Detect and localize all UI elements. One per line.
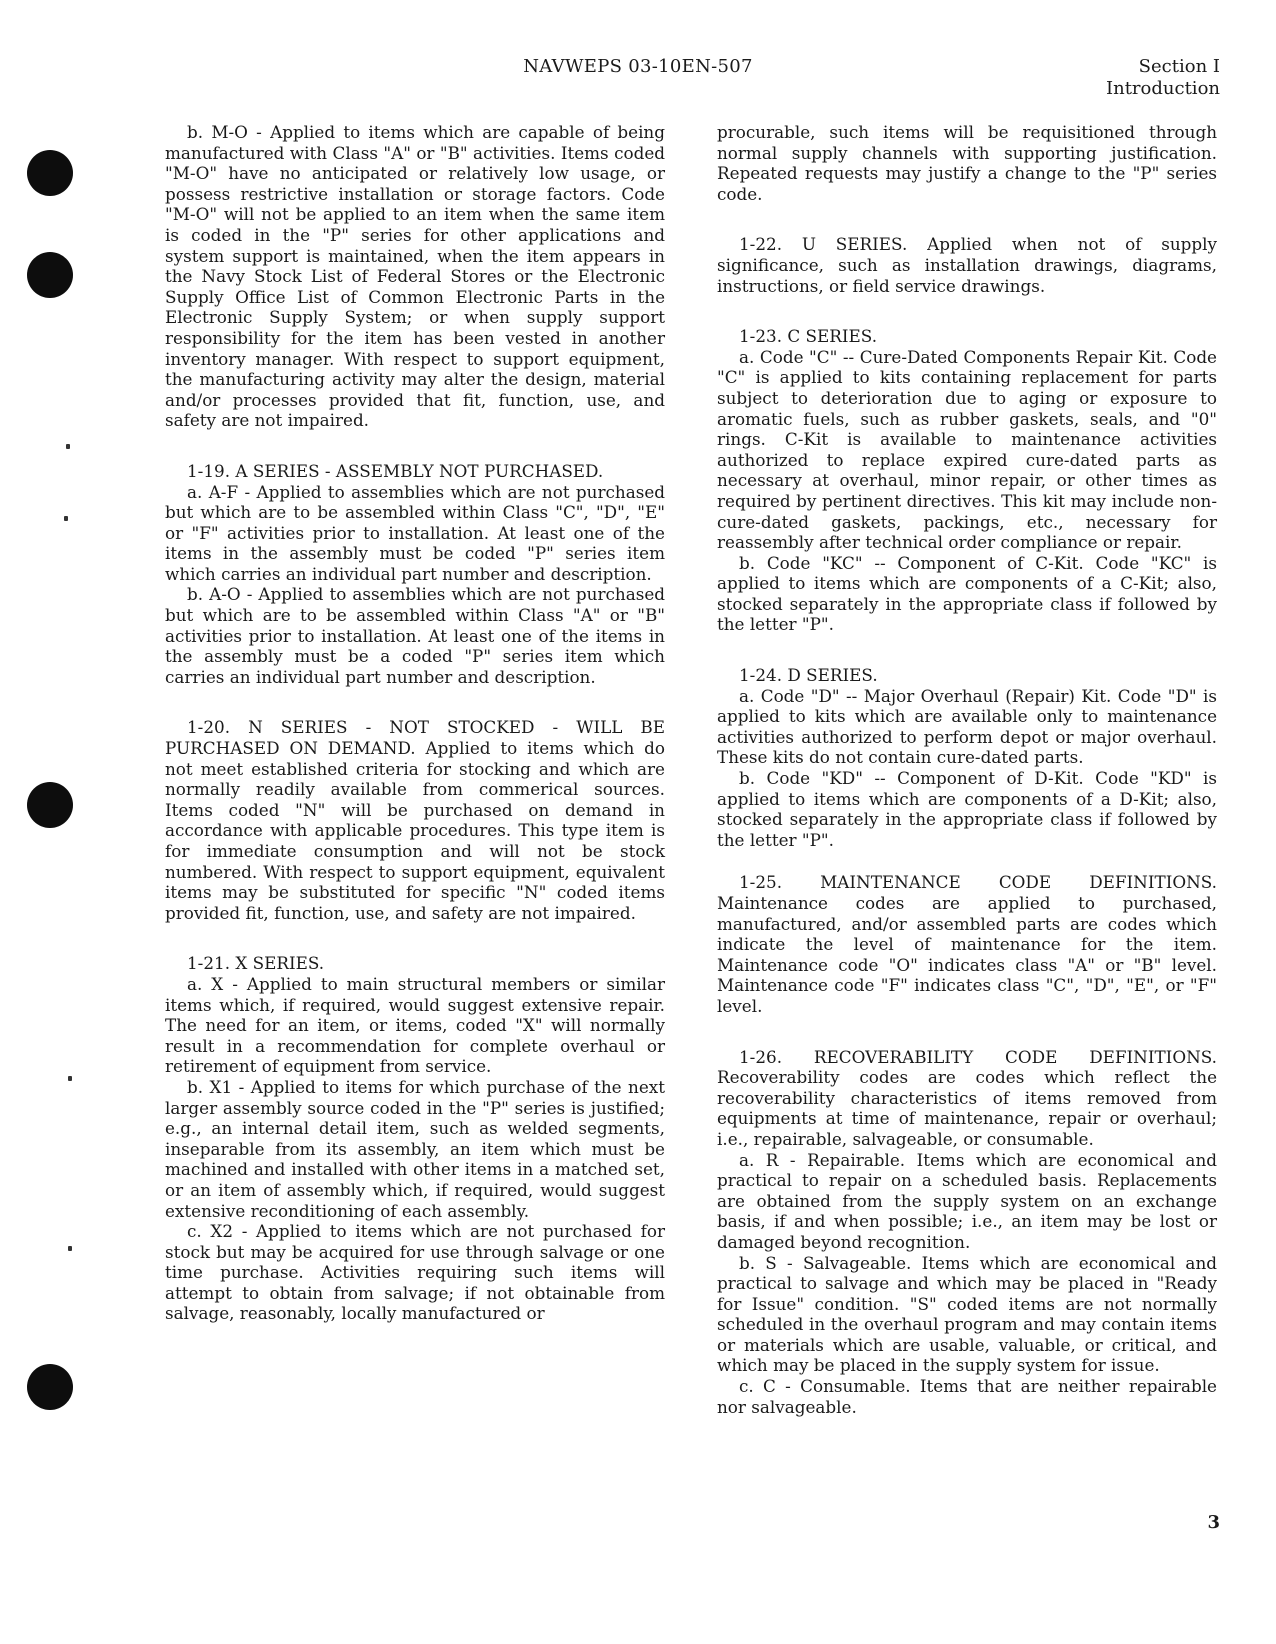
heading-1-21: 1-21. X SERIES. <box>187 953 325 974</box>
binder-hole-4 <box>27 1364 73 1410</box>
scan-speck <box>68 1246 72 1251</box>
binder-hole-1 <box>27 150 73 196</box>
paragraph-a-f: a. A-F - Applied to assemblies which are not purchased but which are to be assembled within Class "C", "D", "E" or "F" activities prior to installation. At least one of the items in the assembly must be coded "P" series item which carries an individual part number and description. <box>165 481 665 584</box>
scan-speck <box>64 516 68 521</box>
heading-1-24: 1-24. D SERIES. <box>739 665 878 686</box>
paragraph-1-22: 1-22. U SERIES. Applied when not of supply significance, such as installation drawings, diagrams, instructions, or field service drawings. <box>717 234 1217 296</box>
paragraph-1-20: 1-20. N SERIES - NOT STOCKED - WILL BE PURCHASED ON DEMAND. Applied to items which do not meet established criteria for stocking and which are normally readily available from commerical sources. Items coded "N" will be purchased on demand in accordance with applicable procedures. This type item is for immediate consumption and will not be stock numbered. With respect to support equipment, equivalent items may be substituted for specific "N" coded items provided fit, function, use, and safety are not impaired. <box>165 717 665 923</box>
paragraph-1-26: 1-26. RECOVERABILITY CODE DEFINITIONS. Recoverability codes are codes which reflect the recoverability characteristics of items removed from equipments at time of maintenance, repair or overhaul; i.e., repairable, salvageable, or consumable. <box>717 1046 1217 1149</box>
section-header <box>1106 56 1220 100</box>
heading-1-23: 1-23. C SERIES. <box>739 326 878 347</box>
paragraph-consumable: c. C - Consumable. Items that are neither repairable nor salvageable. <box>717 1376 1217 1417</box>
binder-hole-3 <box>27 782 73 828</box>
binder-hole-2 <box>27 252 73 298</box>
paragraph-code-d: a. Code "D" -- Major Overhaul (Repair) Kit. Code "D" is applied to kits which are available only to maintenance activities authorized to perform depot or major overhaul. These kits do not contain cure-dated parts. <box>717 685 1217 768</box>
paragraph-continued: procurable, such items will be requisitioned through normal supply channels with supporting justification. Repeated requests may justify a change to the "P" series code. <box>717 122 1217 204</box>
heading-1-19: 1-19. A SERIES - ASSEMBLY NOT PURCHASED. <box>187 460 604 481</box>
section-label: Section I <box>1138 56 1220 77</box>
scan-speck <box>68 1076 72 1081</box>
paragraph-code-kd: b. Code "KD" -- Component of D-Kit. Code "KD" is applied to items which are components of a D-Kit; also, stocked separately in the appropriate class if followed by the letter "P". <box>717 768 1217 850</box>
paragraph-code-kc: b. Code "KC" -- Component of C-Kit. Code "KC" is applied to items which are components of a C-Kit; also, stocked separately in the appropriate class if followed by the letter "P". <box>717 552 1217 635</box>
paragraph-m-o: b. M-O - Applied to items which are capable of being manufactured with Class "A" or "B" activities. Items coded "M-O" have no anticipated or relatively low usage, or possess restrictive installation or storage factors. Code "M-O" will not be applied to an item when the same item is coded in the "P" series for other applications and system support is maintained, when the item appears in the Navy Stock List of Federal Stores or the Electronic Supply Office List of Common Electronic Parts in the Electronic Supply System; or when supply support responsibility for the item has been vested in another inventory manager. With respect to support equipment, the manufacturing activity may alter the design, material and/or processes provided that fit, function, use, and safety are not impaired. <box>165 122 665 431</box>
paragraph-a-o: b. A-O - Applied to assemblies which are not purchased but which are to be assembled within Class "A" or "B" activities prior to installation. At least one of the items in the assembly must be a coded "P" series item which carries an individual part number and description. <box>165 584 665 687</box>
paragraph-x1: b. X1 - Applied to items for which purchase of the next larger assembly source coded in the "P" series is justified; e.g., an internal detail item, such as welded segments, inseparable from its assembly, an item which must be machined and installed with other items in a matched set, or an item of assembly which, if required, would suggest extensive reconditioning of each assembly. <box>165 1076 665 1221</box>
document-number: NAVWEPS 03-10EN-507 <box>523 56 753 77</box>
paragraph-code-c: a. Code "C" -- Cure-Dated Components Repair Kit. Code "C" is applied to kits containing replacement for parts subject to deterioration due to aging or exposure to aromatic fuels, such as rubber gaskets, seals, and "0" rings. C-Kit is available to maintenance activities authorized to replace expired cure-dated parts as necessary at overhaul, minor repair, or other times as required by pertinent directives. This kit may include non-cure-dated gaskets, packings, etc., necessary for reassembly after technical order compliance or repair. <box>717 346 1217 553</box>
paragraph-repairable: a. R - Repairable. Items which are economical and practical to repair on a scheduled basis. Replacements are obtained from the supply system on an exchange basis, if and when possible; i.e., an item may be lost or damaged beyond recognition. <box>717 1149 1217 1252</box>
paragraph-x: a. X - Applied to main structural members or similar items which, if required, would suggest extensive repair. The need for an item, or items, coded "X" will normally result in a recommendation for complete overhaul or retirement of equipment from service. <box>165 973 665 1077</box>
page-number: 3 <box>1207 1512 1220 1533</box>
right-column <box>717 122 1217 1417</box>
section-title: Introduction <box>1106 78 1220 99</box>
paragraph-x2: c. X2 - Applied to items which are not purchased for stock but may be acquired for use through salvage or one time purchase. Activities requiring such items will attempt to obtain from salvage; if not obtainable from salvage, reasonably, locally manufactured or <box>165 1221 665 1324</box>
scan-speck <box>66 444 70 449</box>
left-column <box>165 122 665 1324</box>
paragraph-salvageable: b. S - Salvageable. Items which are economical and practical to salvage and which may be placed in "Ready for Issue" condition. "S" coded items are not normally scheduled in the overhaul program and may contain items or materials which are usable, valuable, or critical, and which may be placed in the supply system for issue. <box>717 1252 1217 1376</box>
paragraph-1-25: 1-25. MAINTENANCE CODE DEFINITIONS. Maintenance codes are applied to purchased, manufactured, and/or assembled parts are codes which indicate the level of maintenance for the item. Maintenance code "O" indicates class "A" or "B" level. Maintenance code "F" indicates class "C", "D", "E", or "F" level. <box>717 872 1217 1016</box>
